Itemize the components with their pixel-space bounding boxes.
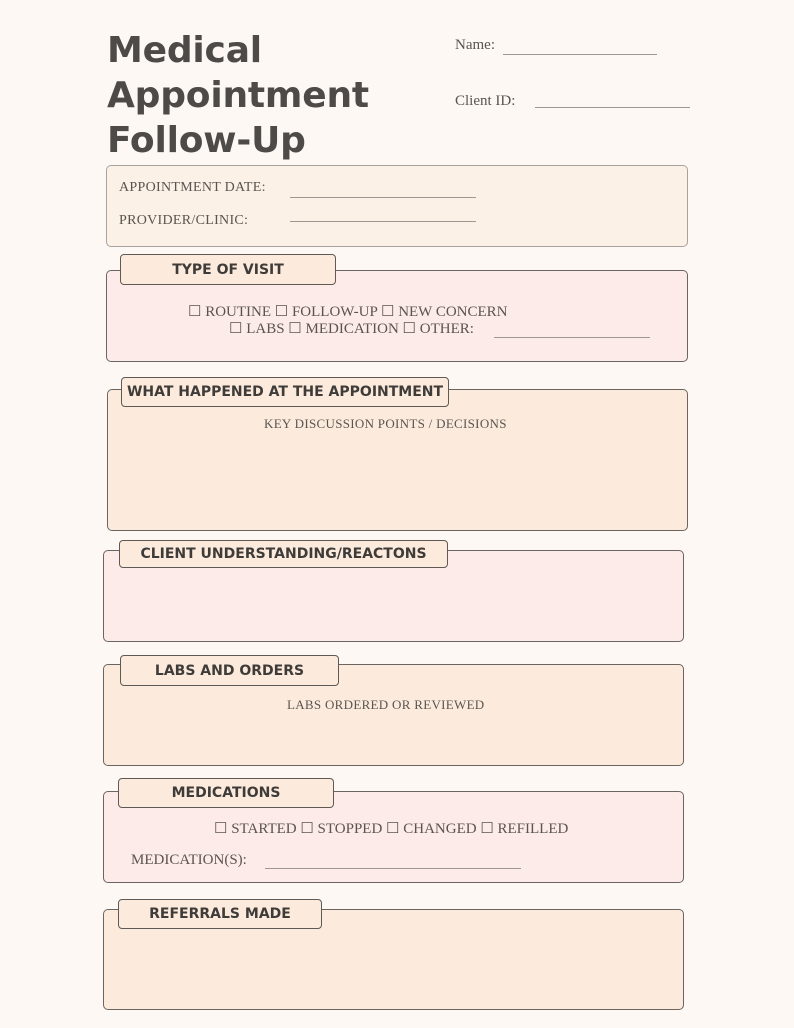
what-happened-tab: WHAT HAPPENED AT THE APPOINTMENT	[121, 377, 449, 407]
name-field[interactable]	[503, 54, 657, 55]
discussion-points-subtitle: KEY DISCUSSION POINTS / DECISIONS	[264, 416, 507, 431]
appointment-info-box	[106, 165, 688, 247]
medications-tab: MEDICATIONS	[118, 778, 334, 808]
appointment-notes-box[interactable]	[107, 389, 688, 531]
appointment-date-label: APPOINTMENT DATE:	[119, 180, 266, 195]
provider-clinic-label: PROVIDER/CLINIC:	[119, 213, 249, 228]
referrals-tab: REFERRALS MADE	[118, 899, 322, 929]
labs-orders-tab: LABS AND ORDERS	[120, 655, 339, 686]
client-id-field[interactable]	[535, 107, 690, 108]
type-of-visit-tab: TYPE OF VISIT	[120, 254, 336, 285]
client-understanding-tab: CLIENT UNDERSTANDING/REACTONS	[119, 540, 448, 568]
medications-label: MEDICATION(S):	[131, 852, 247, 868]
visit-options-line-2[interactable]: ☐ LABS ☐ MEDICATION ☐ OTHER:	[229, 321, 474, 337]
page-title	[107, 28, 369, 163]
title-line-2: Appointment	[107, 75, 369, 116]
title-line-3: Follow-Up	[107, 120, 306, 161]
medication-status-options[interactable]: ☐ STARTED ☐ STOPPED ☐ CHANGED ☐ REFILLED	[214, 821, 569, 837]
visit-other-field[interactable]	[494, 337, 650, 338]
provider-clinic-field[interactable]	[290, 221, 476, 222]
labs-subtitle: LABS ORDERED OR REVIEWED	[287, 697, 485, 712]
medications-field[interactable]	[265, 868, 521, 869]
title-line-1: Medical	[107, 30, 262, 71]
client-id-label: Client ID:	[455, 93, 516, 109]
name-label: Name:	[455, 37, 495, 53]
visit-options-line-1[interactable]: ☐ ROUTINE ☐ FOLLOW-UP ☐ NEW CONCERN	[188, 304, 508, 320]
appointment-date-field[interactable]	[290, 197, 476, 198]
